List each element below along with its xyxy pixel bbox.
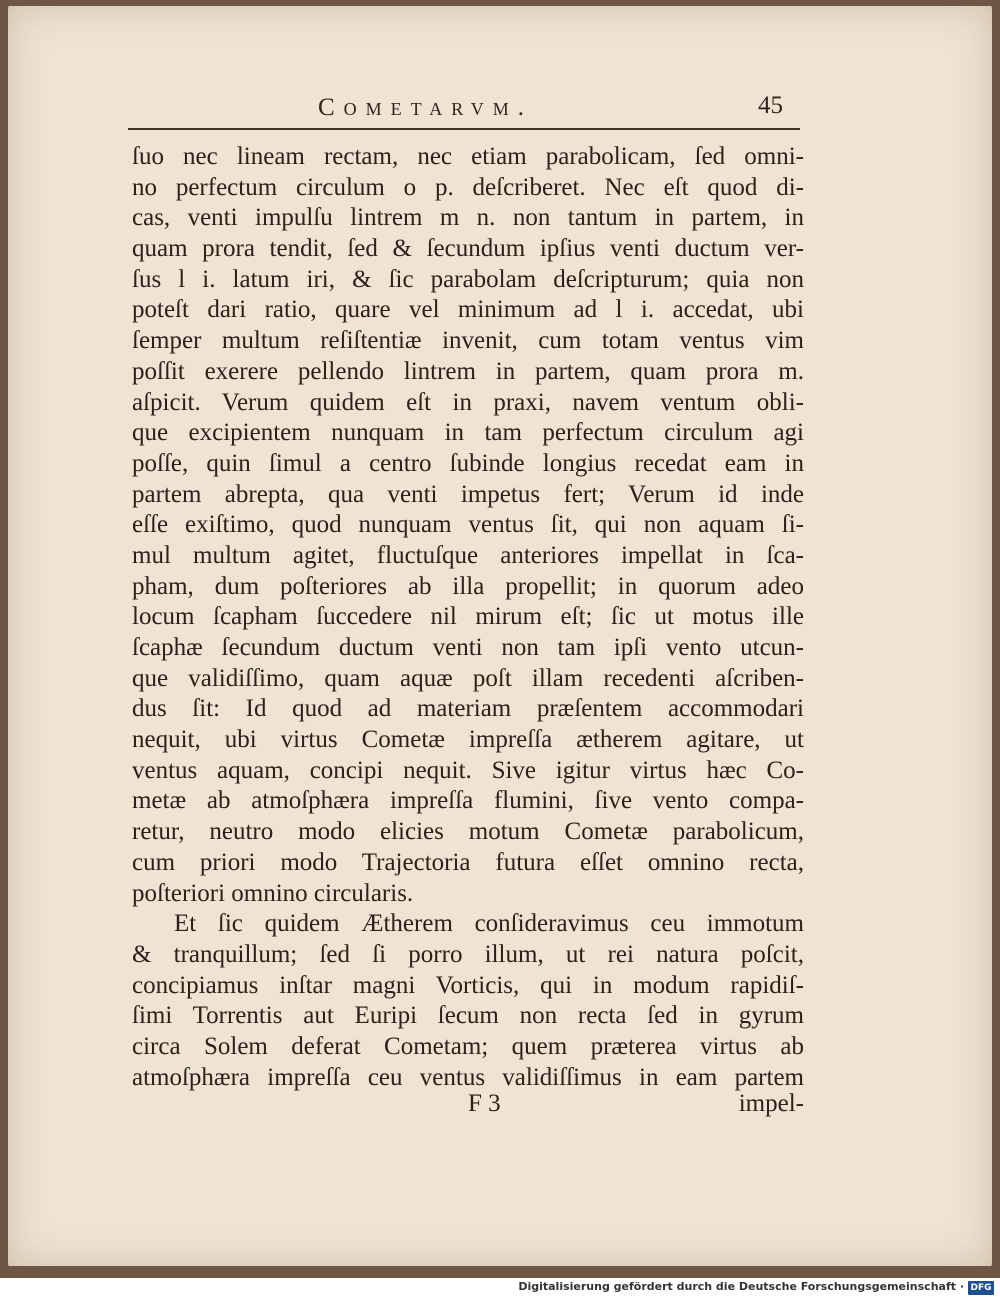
text-line: que excipientem nunquam in tam perfectum circulum agi: [132, 419, 804, 447]
text-line: metæ ab atmoſphæra impreſſa flumini, ſive vento compa-: [132, 787, 804, 815]
text-line: poteſt dari ratio, quare vel minimum ad l i. accedat, ubi: [132, 296, 804, 324]
text-line: Et ſic quidem Ætherem conſideravimus ceu immotum: [174, 910, 804, 938]
text-line: aſpicit. Verum quidem eſt in praxi, navem ventum obli-: [132, 388, 804, 416]
text-line: poſſit exerere pellendo lintrem in partem, quam prora m.: [132, 357, 804, 385]
text-line: poſſe, quin ſimul a centro ſubinde longius recedat eam in: [132, 449, 804, 477]
text-line: ſemper multum reſiſtentiæ invenit, cum totam ventus vim: [132, 327, 804, 355]
text-line: quam prora tendit, ſed & ſecundum ipſius venti ductum ver-: [132, 235, 804, 263]
text-line: concipiamus inſtar magni Vorticis, qui in modum rapidiſ-: [132, 971, 804, 999]
head-rule: [128, 128, 800, 130]
text-line: ſimi Torrentis aut Euripi ſecum non recta ſed in gyrum: [132, 1002, 804, 1030]
text-line: cas, venti impulſu lintrem m n. non tantum in partem, in: [132, 204, 804, 232]
page-number: 45: [758, 92, 783, 119]
text-line: dus ſit: Id quod ad materiam præſentem accommodari: [132, 695, 804, 723]
text-line: retur, neutro modo elicies motum Cometæ parabolicum,: [132, 818, 804, 846]
text-line: poſteriori omnino circularis.: [132, 879, 414, 907]
text-line: pham, dum poſteriores ab illa propellit; in quorum adeo: [132, 572, 804, 600]
text-line: no perfectum circulum o p. deſcriberet. Nec eſt quod di-: [132, 173, 804, 201]
text-line: ſuo nec lineam rectam, nec etiam parabolicam, ſed omni-: [132, 143, 804, 170]
text-line: atmoſphæra impreſſa ceu ventus validiſſimus in eam partem: [132, 1063, 804, 1091]
text-line: ſcaphæ ſecundum ductum venti non tam ipſi vento utcun-: [132, 634, 804, 661]
text-line: eſſe exiſtimo, quod nunquam ventus ſit, qui non aquam ſi-: [132, 511, 804, 539]
page-footer: [132, 1090, 804, 1120]
running-head: [8, 94, 992, 134]
text-line: circa Solem deferat Cometam; quem præterea virtus ab: [132, 1032, 804, 1060]
text-line: ſus l i. latum iri, & ſic parabolam deſcripturum; quia non: [132, 265, 804, 293]
credit-text: Digitalisierung gefördert durch die Deutsche Forschungsgemeinschaft ·: [518, 1280, 964, 1293]
text-line: mul multum agitet, fluctuſque anteriores impellat in ſca-: [132, 541, 804, 569]
text-line: & tranquillum; ſed ſi porro illum, ut rei natura poſcit,: [132, 940, 804, 968]
catchword: impel-: [738, 1090, 804, 1117]
signature-mark: F 3: [468, 1090, 501, 1117]
text-block: [132, 142, 804, 1093]
text-line: nequit, ubi virtus Cometæ impreſſa ætherem agitare, ut: [132, 726, 804, 754]
text-line: ventus aquam, concipi nequit. Sive igitur virtus hæc Co-: [132, 756, 804, 784]
text-line: partem abrepta, qua venti impetus fert; Verum id inde: [132, 480, 804, 508]
dfg-logo-icon: DFG: [968, 1281, 994, 1295]
text-line: locum ſcapham ſuccedere nil mirum eſt; ſic ut motus ille: [132, 603, 804, 631]
text-line: que validiſſimo, quam aquæ poſt illam recedenti aſcriben-: [132, 664, 804, 692]
book-page: [8, 6, 992, 1266]
running-title: Cometarvm.: [318, 94, 534, 121]
text-line: cum priori modo Trajectoria futura eſſet omnino recta,: [132, 848, 804, 876]
credit-bar: [0, 1278, 1000, 1298]
